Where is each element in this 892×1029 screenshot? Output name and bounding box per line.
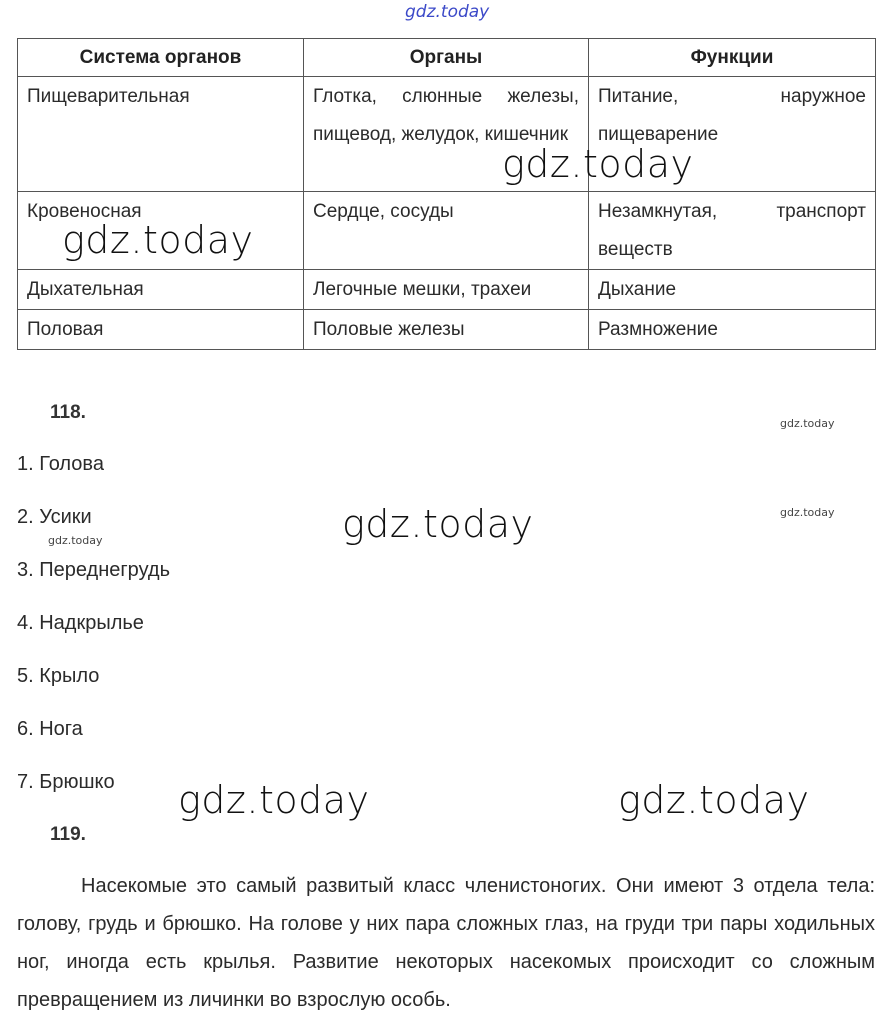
table-cell: Половые железы	[304, 310, 589, 350]
list-item: 5. Крыло	[17, 665, 100, 687]
table-cell: Незамкнутая, транспорт веществ	[589, 192, 876, 270]
list-item: 7. Брюшко	[17, 771, 115, 793]
section-118-number: 118.	[50, 402, 86, 423]
watermark-top: gdz.today	[405, 2, 490, 22]
list-item: 6. Нога	[17, 718, 83, 740]
watermark: gdz.today	[48, 534, 103, 547]
list-item: 2. Усики	[17, 506, 92, 528]
header-organs: Органы	[304, 39, 589, 77]
table-cell: Сердце, сосуды	[304, 192, 589, 270]
table-cell: Дыхание	[589, 270, 876, 310]
table-cell: Дыхательная	[18, 270, 304, 310]
section-119-paragraph: Насекомые это самый развитый класс членистоногих. Они имеют 3 отдела тела: голову, грудь и брюшко. На голове у них пара сложных глаз, на груди три пары ходильных ног, иногда есть крылья. Развитие некоторых насекомых происходит со сложным превращением из личинки во взрослую особь.	[17, 875, 875, 1011]
table-cell: Размножение	[589, 310, 876, 350]
table-row	[18, 310, 876, 350]
watermark: gdz.today	[62, 218, 254, 262]
header-functions: Функции	[589, 39, 876, 77]
list-item: 1. Голова	[17, 453, 104, 475]
list-item: 3. Переднегрудь	[17, 559, 170, 581]
table-cell: Пищеварительная	[18, 77, 304, 192]
watermark: gdz.today	[780, 417, 835, 430]
watermark: gdz.today	[502, 142, 694, 186]
table-row	[18, 270, 876, 310]
insect-parts-list	[17, 449, 170, 820]
table-cell: Легочные мешки, трахеи	[304, 270, 589, 310]
watermark: gdz.today	[342, 502, 534, 546]
watermark: gdz.today	[780, 506, 835, 519]
table-cell: Глотка, слюнные железы, пищевод, желудок, кишечник	[304, 77, 589, 192]
table-cell: Кровеносная	[18, 192, 304, 270]
table-cell: Питание, наружное пищеварение	[589, 77, 876, 192]
table-row	[18, 77, 876, 192]
table-cell: Половая	[18, 310, 304, 350]
section-119-number: 119.	[50, 824, 86, 845]
watermark: gdz.today	[618, 778, 810, 822]
header-system: Система органов	[18, 39, 304, 77]
table-header-row	[18, 39, 876, 77]
watermark: gdz.today	[178, 778, 370, 822]
organ-systems-table	[17, 38, 876, 350]
list-item: 4. Надкрылье	[17, 612, 144, 634]
